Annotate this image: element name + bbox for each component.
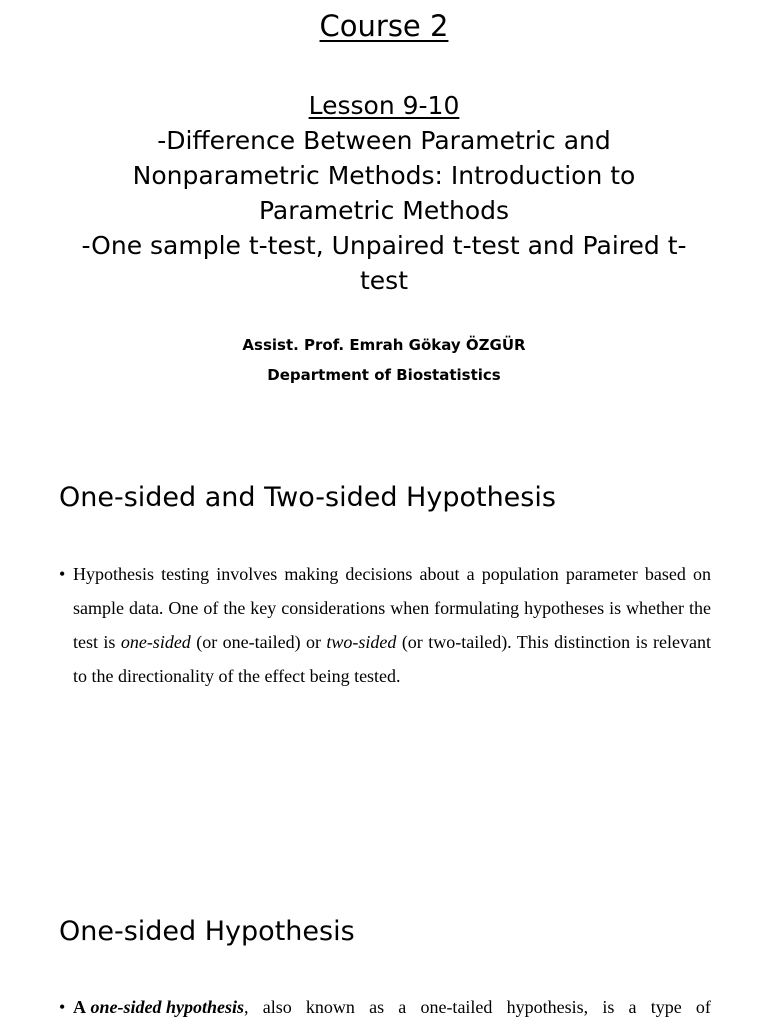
lesson-line-2: Nonparametric Methods: Introduction to — [132, 161, 636, 190]
word: one-tailed — [420, 997, 493, 1017]
lesson-label: Lesson 9-10 — [308, 91, 460, 120]
course-title: Course 2 — [319, 9, 449, 43]
term-two-sided: two-sided — [326, 632, 397, 652]
term-one-sided-hypothesis: one-sided hypothesis — [90, 997, 245, 1017]
lesson-line-4: -One sample t-test, Unpaired t-test and Paired t- — [81, 231, 687, 260]
paragraph-one-sided-definition — [59, 990, 711, 1024]
paragraph-hypothesis-testing — [59, 557, 711, 693]
author-name: Assist. Prof. Emrah Gökay ÖZGÜR — [242, 336, 526, 354]
bullet-icon: • — [59, 997, 66, 1017]
word: of — [695, 997, 711, 1017]
word-group-lead — [73, 990, 249, 1024]
lesson-line-3: Parametric Methods — [258, 196, 510, 225]
word-comma: , — [244, 997, 249, 1017]
lead-word: A — [73, 997, 86, 1017]
lesson-title-block — [40, 88, 728, 298]
word: known — [305, 997, 355, 1017]
word: hypothesis, — [506, 997, 589, 1017]
word: a — [628, 997, 637, 1017]
word: is — [602, 997, 615, 1017]
lesson-line-5: test — [359, 266, 408, 295]
paragraph-text-part-3: (or two-tailed). This distinction is relevant to the directionality of the effect being tested. — [73, 632, 711, 686]
lesson-line-1: -Difference Between Parametric and — [157, 126, 611, 155]
paragraph-line — [73, 990, 711, 1024]
paragraph-text-part-1: Hypothesis testing involves making decisions about a population parameter based on sample data. One of the key considerations when formulating hypotheses is whether the test is — [73, 564, 711, 652]
bullet-icon: • — [59, 564, 66, 584]
word: a — [398, 997, 407, 1017]
section-heading-one-sided: One-sided Hypothesis — [59, 916, 355, 947]
paragraph-text-part-2: (or one-tailed) or — [190, 632, 327, 652]
word: also — [262, 997, 292, 1017]
word: type — [650, 997, 682, 1017]
section-heading-one-two-sided: One-sided and Two-sided Hypothesis — [59, 482, 556, 513]
term-one-sided: one-sided — [120, 632, 191, 652]
word: as — [369, 997, 385, 1017]
department-name: Department of Biostatistics — [267, 366, 501, 384]
